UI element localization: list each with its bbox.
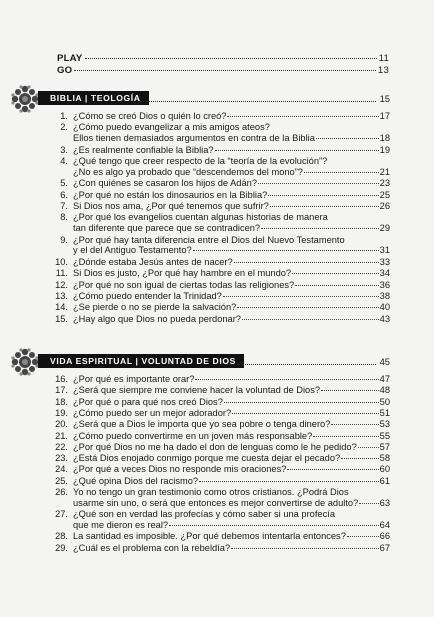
toc-page-number: 66 <box>379 531 390 542</box>
toc-entry[interactable] <box>73 464 390 475</box>
toc-item-number: 24. <box>55 464 68 475</box>
toc-entry-text: ¿Cómo se creó Dios o quién lo creó? <box>73 111 227 121</box>
toc-entry-text: ¿Se pierde o no se pierde la salvación? <box>73 302 237 313</box>
dot-leader <box>258 183 379 184</box>
dot-leader <box>261 228 379 229</box>
dot-leader <box>237 307 378 308</box>
toc-page-number: 19 <box>379 144 390 155</box>
toc-item-number: 20. <box>55 419 68 430</box>
toc-item-number: 11. <box>55 268 68 279</box>
toc-entry-row <box>73 268 390 279</box>
toc-entry-row <box>73 314 390 325</box>
toc-entry-text: ¿Será que siempre me conviene hacer la voluntad de Dios? <box>73 385 321 396</box>
dot-leader <box>287 469 378 470</box>
toc-entry[interactable] <box>73 531 390 542</box>
toc-entry[interactable] <box>73 190 390 201</box>
dot-leader <box>341 458 378 459</box>
toc-entry[interactable] <box>73 431 390 442</box>
toc-entry-text: Yo no tengo un gran testimonio como otros cristianos. ¿Podrá Dios <box>73 487 349 497</box>
toc-entry-row <box>73 419 390 430</box>
dot-leader <box>292 273 379 274</box>
toc-page-number: 36 <box>379 279 390 290</box>
toc-entry[interactable] <box>73 385 390 396</box>
dot-leader <box>215 150 379 151</box>
toc-entry-text: ¿Por qué no están los dinosaurios en la Biblia? <box>73 189 268 200</box>
toc-entry-text: ¿Cuál es el problema con la rebeldía? <box>73 542 231 553</box>
section-title: BIBLIA | TEOLOGÍA <box>38 91 149 105</box>
toc-entry[interactable] <box>73 212 390 234</box>
section-title: VIDA ESPIRITUAL | VOLUNTAD DE DIOS <box>38 354 244 368</box>
section-page-number: 15 <box>379 93 390 104</box>
toc-page-number: 60 <box>379 464 390 475</box>
dot-leader <box>199 481 379 482</box>
toc-item-number: 17. <box>55 385 68 396</box>
toc-item-number: 15. <box>55 313 68 324</box>
toc-entry[interactable] <box>73 302 390 313</box>
toc-item-number: 3. <box>60 144 68 155</box>
toc-page-number: 57 <box>379 441 390 452</box>
toc-entry-row <box>73 408 390 419</box>
toc-entry-text: ¿Será que a Dios le importa que yo sea pobre o tenga dinero? <box>73 419 331 430</box>
toc-item-number: 1. <box>60 111 68 121</box>
toc-entry-text: y el del Antiguo Testamento? <box>73 245 192 256</box>
toc-page-number: 29 <box>379 223 390 234</box>
dot-leader <box>268 195 378 196</box>
toc-entry[interactable] <box>73 257 390 268</box>
toc-entry-text: ¿Cómo puedo evangelizar a mis amigos ateos? <box>73 122 270 133</box>
toc-page-number: 26 <box>379 201 390 211</box>
toc-entry-text: ¿Por qué no son igual de ciertas todas las religiones? <box>73 279 295 290</box>
toc-page-number: 11 <box>378 53 389 64</box>
toc-page-number: 31 <box>379 245 390 256</box>
toc-entry[interactable] <box>73 476 390 487</box>
rosette-ornament-icon <box>10 347 40 377</box>
toc-entry-row <box>73 385 390 396</box>
toc-page-number: 64 <box>379 519 390 530</box>
toc-entry-text: Si Dios es justo, ¿Por qué hay hambre en el mundo? <box>73 268 292 279</box>
toc-entry-text: tan diferente que parece que se contradicen? <box>73 223 261 234</box>
toc-entry-row <box>73 302 390 313</box>
dot-leader <box>358 447 379 448</box>
toc-item-number: 19. <box>55 407 68 418</box>
toc-page-number: 38 <box>379 291 390 301</box>
toc-entry-row <box>73 543 390 554</box>
section-page-number: 45 <box>379 356 390 367</box>
toc-entry-text: ¿No es algo ya probado que “descendemos del mono”? <box>73 166 303 177</box>
toc-entry-row <box>73 178 390 189</box>
toc-entry-text: ¿Qué son en verdad las profecías y cómo saber si una profecía <box>73 509 336 520</box>
toc-entry-text: ¿Dónde estaba Jesús antes de nacer? <box>73 256 233 267</box>
dot-leader <box>231 548 379 549</box>
toc-page-number: 48 <box>379 385 390 396</box>
toc-page-number: 13 <box>377 65 389 76</box>
toc-entry-text: ¿Cómo puedo ser un mejor adorador? <box>73 407 232 418</box>
toc-entry-row <box>73 520 390 531</box>
toc-page-number: 61 <box>379 475 390 486</box>
toc-page-number: 43 <box>379 313 390 324</box>
toc-page-number: 21 <box>379 166 390 177</box>
toc-entry-row <box>73 223 390 234</box>
toc-entry-text: ¿Con quiénes se casaron los hijos de Adán? <box>73 178 257 189</box>
toc-item-number: 23. <box>55 453 68 464</box>
toc-item-number: 25. <box>55 475 68 486</box>
toc-entry-row <box>73 374 390 385</box>
toc-item-number: 2. <box>60 122 68 133</box>
toc-item-number: 14. <box>55 302 68 313</box>
toc-item-number: 18. <box>55 396 68 407</box>
toc-page-number: 53 <box>379 419 390 430</box>
toc-page-number: 25 <box>379 189 390 200</box>
toc-item-number: 7. <box>60 201 68 211</box>
toc-entry[interactable] <box>73 178 390 189</box>
toc-page-number: 33 <box>379 256 390 267</box>
toc-entry-text: ¿Hay algo que Dios no pueda perdonar? <box>73 313 241 324</box>
rosette-ornament-icon <box>10 84 40 114</box>
dot-leader <box>270 206 379 207</box>
toc-entry-row <box>73 280 390 291</box>
toc-item-number: 28. <box>55 531 68 542</box>
dot-leader <box>331 424 378 425</box>
toc-entry-text: ¿Por qué Dios no me ha dado el don de lenguas como le he pedido? <box>73 441 357 452</box>
dot-leader <box>74 70 376 71</box>
toc-item-number: 27. <box>55 509 68 520</box>
toc-page-number: 67 <box>379 542 390 553</box>
toc-entry[interactable] <box>73 408 390 419</box>
toc-entry-row <box>73 531 390 542</box>
toc-entry[interactable] <box>73 145 390 156</box>
toc-entry[interactable] <box>73 122 390 144</box>
dot-leader <box>169 525 379 526</box>
dot-leader <box>347 536 379 537</box>
toc-entry[interactable] <box>73 291 390 302</box>
toc-entry[interactable] <box>73 419 390 430</box>
toc-entry[interactable] <box>73 442 390 453</box>
toc-page-number: 23 <box>379 178 390 189</box>
toc-item-number: 5. <box>60 178 68 189</box>
section-header-vida-espiritual[interactable] <box>10 349 390 375</box>
toc-entry-row <box>73 498 390 509</box>
toc-entry[interactable] <box>73 156 390 178</box>
toc-item-number: 10. <box>55 256 68 267</box>
toc-entry[interactable] <box>73 397 390 408</box>
toc-item-number: 9. <box>60 234 68 245</box>
dot-leader <box>140 101 376 102</box>
dot-leader <box>304 172 379 173</box>
toc-item-number: 22. <box>55 441 68 452</box>
toc-entry[interactable] <box>73 487 390 509</box>
dot-leader <box>193 250 379 251</box>
toc-entry-row <box>73 133 390 144</box>
dot-leader <box>225 364 376 365</box>
toc-item-number: 4. <box>60 156 68 166</box>
toc-entry-text: La santidad es imposible. ¿Por qué debemos intentarla entonces? <box>73 531 346 542</box>
dot-leader <box>316 138 379 139</box>
toc-entry-row <box>73 476 390 487</box>
dot-leader <box>224 402 379 403</box>
toc-page-number: 58 <box>379 453 390 464</box>
toc-page-number: 17 <box>379 111 390 121</box>
dot-leader <box>234 262 379 263</box>
toc-page-number: 34 <box>379 268 390 279</box>
toc-page-number: 51 <box>379 407 390 418</box>
toc-entry-row <box>73 257 390 268</box>
toc-item-number: 16. <box>55 374 68 384</box>
toc-entry-text: usarme sin uno, o será que entonces es mejor convertirse de adulto? <box>73 497 359 508</box>
toc-entry[interactable] <box>73 268 390 279</box>
toc-entry-text: ¿Por qué los evangelios cuentan algunas historias de manera <box>73 212 328 223</box>
toc-page-number: 47 <box>379 374 390 384</box>
section-header-biblia-teologia[interactable] <box>10 86 390 112</box>
dot-leader <box>223 296 379 297</box>
toc-entry-text: Si Dios nos ama, ¿Por qué tenemos que sufrir? <box>73 201 269 211</box>
toc-entry-text: ¿Por qué es importante orar? <box>73 374 195 384</box>
toc-entry-row <box>73 442 390 453</box>
dot-leader <box>242 319 379 320</box>
toc-entry-text: ¿Está Dios enojado conmigo porque me cuesta dejar el pecado? <box>73 453 341 464</box>
toc-entry-row <box>73 145 390 156</box>
toc-item-number: 12. <box>55 279 68 290</box>
toc-entry[interactable] <box>73 201 390 212</box>
toc-item-number: 21. <box>55 430 68 441</box>
toc-entry[interactable] <box>73 509 390 531</box>
toc-entry-label: GO <box>57 65 73 76</box>
toc-entry-text: ¿Por qué o para qué nos creó Dios? <box>73 396 223 407</box>
toc-entry-text: ¿Por qué hay tanta diferencia entre el Dios del Nuevo Testamento <box>73 234 345 245</box>
toc-entry-row <box>73 167 390 178</box>
toc-entry[interactable] <box>73 543 390 554</box>
toc-entry-text: ¿Cómo puedo entender la Trinidad? <box>73 291 222 301</box>
toc-item-number: 6. <box>60 189 68 200</box>
toc-entry-text: ¿Es realmente confiable la Biblia? <box>73 144 214 155</box>
toc-page-number: 50 <box>379 396 390 407</box>
dot-leader <box>227 116 378 117</box>
toc-entry[interactable] <box>73 280 390 291</box>
toc-entry-text: ¿Qué tengo que creer respecto de la “teoría de la evolución”? <box>73 156 328 166</box>
toc-entry-text: ¿Cómo puedo convertirme en un joven más responsable? <box>73 430 313 441</box>
dot-leader <box>232 413 379 414</box>
toc-page-number: 63 <box>379 497 390 508</box>
toc-entry-row <box>73 245 390 256</box>
dot-leader <box>359 503 378 504</box>
dot-leader <box>313 436 378 437</box>
toc-entry-text: Ellos tienen demasiados argumentos en contra de la Biblia <box>73 133 315 144</box>
toc-page-number: 18 <box>379 133 390 144</box>
toc-entry-row <box>73 464 390 475</box>
toc-entry[interactable] <box>73 453 390 464</box>
toc-entry-row <box>73 397 390 408</box>
toc-entry[interactable] <box>73 374 390 385</box>
toc-entry-row <box>73 111 390 122</box>
toc-page-number: 40 <box>379 302 390 313</box>
dot-leader <box>295 285 378 286</box>
toc-entry[interactable] <box>73 235 390 257</box>
toc-entry-row <box>73 431 390 442</box>
toc-entry-play[interactable] <box>57 53 389 64</box>
toc-page-number: 55 <box>379 430 390 441</box>
toc-entry-go[interactable] <box>57 65 389 76</box>
toc-item-number: 29. <box>55 542 68 553</box>
toc-entry[interactable] <box>73 111 390 122</box>
toc-entry-text: ¿Qué opina Dios del racismo? <box>73 475 199 486</box>
toc-entry-label: PLAY <box>57 53 83 64</box>
toc-item-number: 26. <box>55 487 68 497</box>
toc-entry-row <box>73 201 390 212</box>
toc-item-number: 8. <box>60 212 68 223</box>
toc-entry-row <box>73 190 390 201</box>
dot-leader <box>321 390 379 391</box>
dot-leader <box>195 379 378 380</box>
toc-entry-text: que me dieron es real? <box>73 519 169 530</box>
toc-entry[interactable] <box>73 314 390 325</box>
dot-leader <box>85 58 377 59</box>
toc-entry-row <box>73 453 390 464</box>
toc-entry-row <box>73 291 390 302</box>
toc-item-number: 13. <box>55 291 68 301</box>
toc-entry-text: ¿Por qué a veces Dios no responde mis oraciones? <box>73 464 287 475</box>
